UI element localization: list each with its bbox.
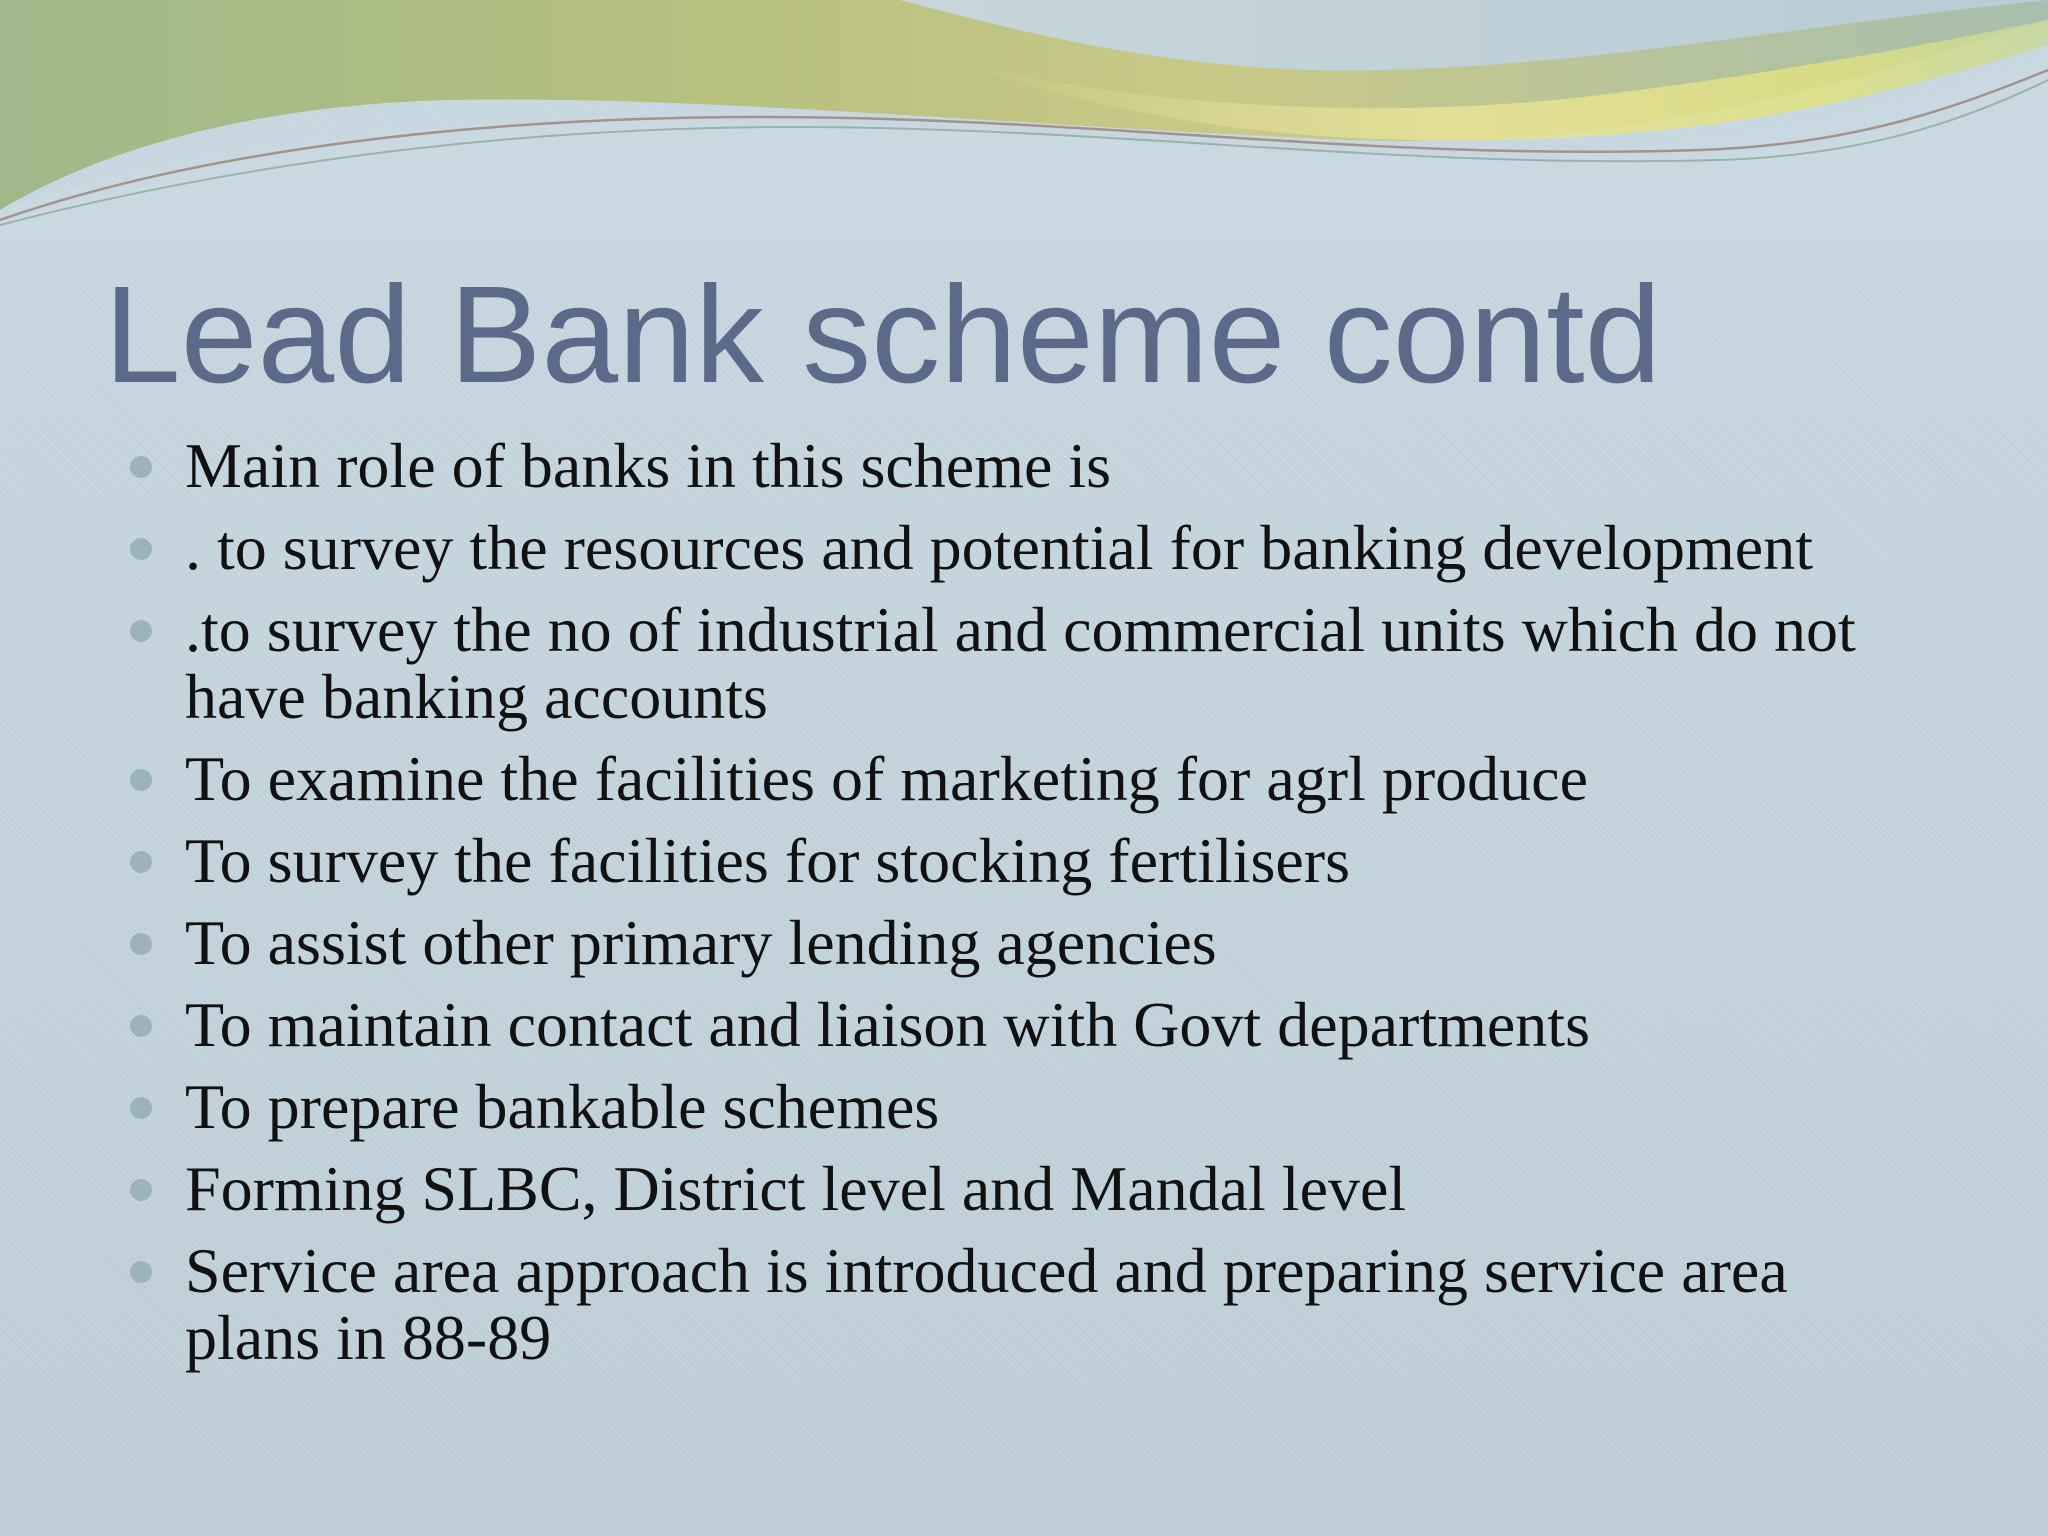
bullet-dot-icon: [130, 456, 152, 478]
bullet-text: To assist other primary lending agencies: [185, 907, 1217, 978]
list-item: [130, 827, 1930, 894]
bullet-dot-icon: [130, 1015, 152, 1037]
list-item: [130, 514, 1930, 581]
list-item: [130, 432, 1930, 499]
bullet-dot-icon: [130, 851, 152, 873]
slide-title: Lead Bank scheme contd: [104, 258, 1662, 412]
bullet-text: To examine the facilities of marketing for agrl produce: [185, 743, 1588, 814]
bullet-dot-icon: [130, 620, 152, 642]
bullet-text: To maintain contact and liaison with Govt departments: [185, 989, 1590, 1060]
list-item: [130, 1237, 1930, 1371]
bullet-text: To prepare bankable schemes: [185, 1071, 940, 1142]
bullet-list: [130, 432, 1930, 1386]
bullet-text: .to survey the no of industrial and commercial units which do not have banking accounts: [185, 594, 1856, 732]
list-item: [130, 1155, 1930, 1222]
bullet-text: . to survey the resources and potential for banking development: [185, 512, 1813, 583]
bullet-text: Forming SLBC, District level and Mandal level: [185, 1153, 1407, 1224]
list-item: [130, 909, 1930, 976]
bullet-text: Main role of banks in this scheme is: [185, 430, 1112, 501]
list-item: [130, 991, 1930, 1058]
bullet-dot-icon: [130, 538, 152, 560]
bullet-dot-icon: [130, 1261, 152, 1283]
decorative-wave-banner: [0, 0, 2048, 240]
list-item: [130, 1073, 1930, 1140]
bullet-text: Service area approach is introduced and preparing service area plans in 88-89: [185, 1235, 1788, 1373]
bullet-dot-icon: [130, 769, 152, 791]
bullet-dot-icon: [130, 933, 152, 955]
bullet-dot-icon: [130, 1179, 152, 1201]
list-item: [130, 745, 1930, 812]
bullet-text: To survey the facilities for stocking fertilisers: [185, 825, 1350, 896]
bullet-dot-icon: [130, 1097, 152, 1119]
list-item: [130, 596, 1930, 730]
